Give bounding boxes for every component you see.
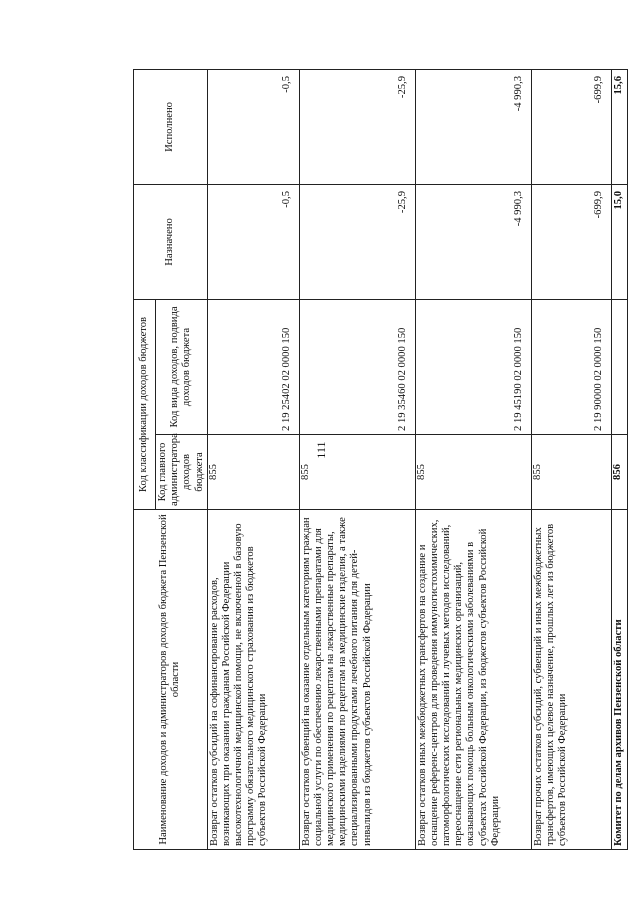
row-executed: -0,5	[207, 69, 299, 184]
page-number: 111	[314, 441, 328, 459]
total-name: Комитет по делам архивов Пензенской области	[611, 510, 627, 850]
row-planned: -0,5	[207, 184, 299, 299]
header-admin-code: Код главного администратора доходов бюджета	[156, 435, 208, 510]
table-row	[531, 69, 611, 849]
total-planned: 15,0	[611, 184, 627, 299]
header-classification: Код классификации доходов бюджетов	[134, 299, 156, 509]
row-planned: -4 990,3	[415, 184, 531, 299]
row-executed: -25,9	[299, 69, 415, 184]
row-admin: 855	[207, 435, 299, 510]
row-code: 2 19 45190 02 0000 150	[415, 299, 531, 434]
row-code: 2 19 90000 02 0000 150	[531, 299, 611, 434]
rotated-table-wrapper	[133, 70, 624, 850]
total-code	[611, 299, 627, 434]
header-executed: Исполнено	[134, 69, 208, 184]
row-name: Возврат остатков субсидий на софинансирование расходов, возникающих при оказании гражданам Российской Федерации высокотехнологичной медицинской помощи, не включенной в базовую программу обязательного медицинского страхования из бюджетов субъектов Российской Федерации	[207, 510, 299, 850]
header-name: Наименование доходов и администраторов доходов бюджета Пензенской области	[134, 510, 208, 850]
row-name: Возврат прочих остатков субсидий, субвенций и иных межбюджетных трансфертов, имеющих целевое назначение, прошлых лет из бюджетов субъектов Российской Федерации	[531, 510, 611, 850]
header-income-code: Код вида доходов, подвида доходов бюджета	[156, 299, 208, 434]
row-name: Возврат остатков иных межбюджетных трансфертов на создание и оснащение референс-центров для проведения иммуногистохимических, патоморфологических исследований и лучевых методов исследований, переоснащение сети региональных медицинских организаций, оказывающих помощь больным онкологическими заболеваниями в субъектах Российской Федерации, из бюджетов субъектов Российской Федерации	[415, 510, 531, 850]
table-row	[299, 69, 415, 849]
row-name: Возврат остатков субвенций на оказание отдельным категориям граждан социальной услуги по обеспечению лекарственными препаратами для медицинского применения по рецептам на лекарственные препараты, медицинскими изделиями по рецептам на медицинские изделия, а также специализированными продуктами лечебного питания для детей-инвалидов из бюджетов субъектов Российской Федерации	[299, 510, 415, 850]
row-planned: -699,9	[531, 184, 611, 299]
row-admin: 855	[299, 435, 415, 510]
header-planned: Назначено	[134, 184, 208, 299]
table-row	[207, 69, 299, 849]
row-executed: -699,9	[531, 69, 611, 184]
row-executed: -4 990,3	[415, 69, 531, 184]
row-planned: -25,9	[299, 184, 415, 299]
rotated-table-inner	[133, 70, 624, 850]
table-row	[415, 69, 531, 849]
row-code: 2 19 25402 02 0000 150	[207, 299, 299, 434]
budget-income-table	[133, 69, 628, 850]
row-admin: 855	[531, 435, 611, 510]
row-code: 2 19 35460 02 0000 150	[299, 299, 415, 434]
table-row-total	[611, 69, 627, 849]
total-executed: 15,6	[611, 69, 627, 184]
total-admin: 856	[611, 435, 627, 510]
row-admin: 855	[415, 435, 531, 510]
